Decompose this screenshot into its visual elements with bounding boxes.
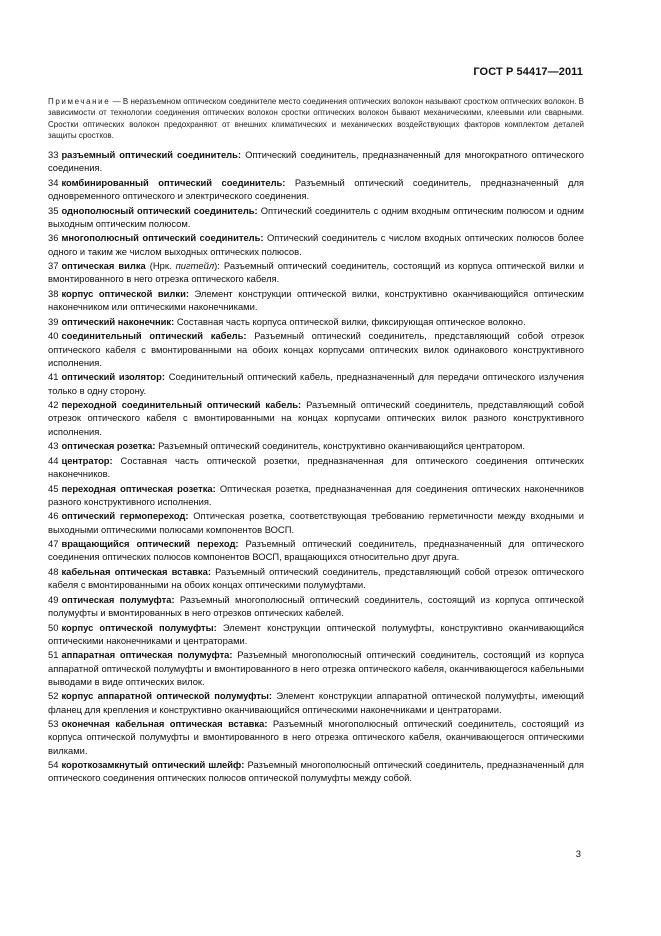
term-definition: Разъемный многополюсный оптический соединитель, состоящий из корпуса оптической полумуфты и вмонтированных в него отрезков оптических кабелей. xyxy=(48,593,585,618)
term-number: 48 xyxy=(48,565,59,577)
term-title: оптический изолятор: xyxy=(61,371,166,383)
term-definition: Разъемный оптический соединитель, представляющий собой отрезок оптического кабеля с вмонтированными на обоих концах корпусами оптических вилок одинакового конструктивного исполнения. xyxy=(48,330,585,368)
term-definition: ): Разъемный оптический соединитель, состоящий из корпуса оптической вилки и вмонтированного в него отрезка оптического кабеля. xyxy=(48,260,584,285)
term-number: 34 xyxy=(48,176,59,188)
term-title: однополюсный оптический соединитель: xyxy=(61,204,258,216)
term-title: соединительный оптический кабель: xyxy=(61,330,247,342)
term-title: корпус оптической вилки: xyxy=(61,287,189,299)
term-note-prefix: (Нрк. xyxy=(145,260,176,272)
term-title: короткозамкнутый оптический шлейф: xyxy=(61,759,245,771)
term-entry xyxy=(48,148,584,174)
term-definition: Разъемный оптический соединитель, представляющий собой отрезок оптического кабеля с вмонтированными на концах корпусами оптических вилок разного конструктивного исполнения. xyxy=(48,399,585,437)
note-paragraph xyxy=(48,96,584,142)
term-entry xyxy=(48,231,584,257)
page-number: 3 xyxy=(575,848,581,859)
term-definition: Элемент конструкции аппаратной оптической полумуфты, имеющий фланец для крепления и конструктивно оканчивающийся оптическими наконечниками и центраторами. xyxy=(48,690,584,715)
term-title: корпус аппаратной оптической полумуфты: xyxy=(61,690,273,702)
term-entry xyxy=(48,482,584,508)
term-entry xyxy=(48,537,584,563)
term-number: 54 xyxy=(48,759,59,771)
term-entry xyxy=(48,758,584,784)
term-definition: Составная часть корпуса оптической вилки, фиксирующая оптическое волокно. xyxy=(174,315,526,327)
term-title: аппаратная оптическая полумуфта: xyxy=(61,649,233,661)
term-title: корпус оптической полумуфты: xyxy=(61,621,217,633)
note-text: — В неразъемном оптическом соединителе место соединения оптических волокон называют сростком оптических волокон. В зависимости от технологии соединения оптических волокон сростки оптических волокон бывают механическими, клеевыми или сварными. Сростки оптических волокон предохраняют от внешних климатических и механических воздействующих факторов комплектом деталей защиты сростков. xyxy=(48,97,584,141)
term-number: 52 xyxy=(48,690,59,702)
term-title: разъемный оптический соединитель: xyxy=(61,149,241,160)
term-definition: Оптический соединитель, предназначенный для многократного оптического соединения. xyxy=(48,149,584,174)
term-number: 37 xyxy=(48,260,59,272)
term-entry xyxy=(48,454,584,480)
term-entry xyxy=(48,176,584,202)
term-definition: Разъемный многополюсный оптический соединитель, состоящий из корпуса аппаратной оптической полумуфты и вмонтированного в него отрезка оптического кабеля, оканчивающегося кабельными выводами в виде оптических вилок. xyxy=(48,649,584,687)
term-entry xyxy=(48,593,584,619)
term-entry xyxy=(48,259,584,285)
term-number: 40 xyxy=(48,330,59,342)
term-number: 53 xyxy=(48,718,59,730)
note-label: Примечание xyxy=(48,97,111,106)
term-definition: Оптическая розетка, предназначенная для соединения оптических наконечников разного конструктивного исполнения. xyxy=(48,482,584,507)
term-number: 49 xyxy=(48,593,59,605)
term-number: 33 xyxy=(48,149,59,160)
term-number: 51 xyxy=(48,649,59,661)
term-number: 43 xyxy=(48,440,59,452)
term-entry xyxy=(48,689,584,715)
term-definition: Разъемный оптический соединитель, представляющий собой отрезок оптического кабеля с вмонтированными на обоих концах оптическими полумуфтами. xyxy=(48,565,584,591)
term-definition: Разъемный многополюсный оптический соединитель, предназначенный для оптического соединения оптических полюсов оптической полумуфты между собой. xyxy=(48,759,585,784)
term-entry xyxy=(48,204,584,230)
term-title: оптическая полумуфта: xyxy=(61,593,175,605)
term-definition: Составная часть оптической розетки, предназначенная для оптического соединения оптических наконечников. xyxy=(48,454,584,479)
term-title: центратор: xyxy=(61,454,113,466)
term-entry xyxy=(48,287,584,313)
term-definition: Элемент конструкции оптической полумуфты, конструктивно оканчивающийся оптическими наконечниками и центраторами. xyxy=(48,621,584,646)
term-entry xyxy=(48,439,584,452)
term-number: 35 xyxy=(48,204,59,216)
term-title: переходная оптическая розетка: xyxy=(61,482,216,494)
term-entry xyxy=(48,717,584,757)
term-title: оконечная кабельная оптическая вставка: xyxy=(61,718,268,730)
term-title: оптическая вилка xyxy=(61,260,146,272)
term-definition: Разъемный оптический соединитель, предназначенный для оптического соединения оптических полюсов компонентов ВОСП, вращающихся относительно друг друга. xyxy=(48,538,585,563)
term-definition: Соединительный оптический кабель, предназначенный для передачи оптического излучения только в одну сторону. xyxy=(48,371,584,396)
term-deprecated-synonym: пигтейл xyxy=(175,260,215,272)
term-number: 47 xyxy=(48,538,59,550)
term-entry xyxy=(48,370,584,396)
term-title: многополюсный оптический соединитель: xyxy=(61,232,264,244)
term-entry xyxy=(48,621,584,647)
term-number: 36 xyxy=(48,232,59,244)
term-entry xyxy=(48,315,584,328)
term-number: 44 xyxy=(48,454,59,466)
term-definition: Оптическая розетка, соответствующая требованию герметичности между входными и выходными оптическими полюсами компонентов ВОСП. xyxy=(48,510,584,535)
term-entry xyxy=(48,509,584,535)
term-number: 38 xyxy=(48,287,59,299)
term-entry xyxy=(48,329,584,369)
term-number: 41 xyxy=(48,371,59,383)
term-title: кабельная оптическая вставка: xyxy=(61,565,211,577)
term-number: 42 xyxy=(48,399,59,411)
term-number: 45 xyxy=(48,482,59,494)
term-definition: Разъемный оптический соединитель, конструктивно оканчивающийся центратором. xyxy=(155,440,525,452)
term-number: 46 xyxy=(48,510,59,522)
term-title: комбинированный оптический соединитель: xyxy=(61,176,286,188)
term-title: переходной соединительный оптический кабель: xyxy=(61,399,302,411)
term-definition: Разъемный многополюсный оптический соединитель, состоящий из корпуса оптической полумуфты и вмонтированного в него отрезка оптического кабеля, оканчивающегося оптическими вилками. xyxy=(48,718,584,756)
term-definition: Оптический соединитель с одним входным оптическим полюсом и одним выходным оптическим полюсом. xyxy=(48,204,584,229)
document-standard-header: ГОСТ Р 54417—2011 xyxy=(473,66,583,78)
term-number: 39 xyxy=(48,315,59,327)
term-entry xyxy=(48,565,584,591)
terms-list xyxy=(48,148,584,786)
term-title: вращающийся оптический переход: xyxy=(61,538,239,550)
term-entry xyxy=(48,648,584,688)
term-title: оптический гермопереход: xyxy=(61,510,189,522)
term-entry xyxy=(48,398,584,438)
term-definition: Разъемный оптический соединитель, предназначенный для одновременного оптического и электрического соединения. xyxy=(48,176,584,201)
term-definition: Элемент конструкции оптической вилки, конструктивно оканчивающийся оптическим наконечником или оптическими наконечниками. xyxy=(48,287,584,313)
term-number: 50 xyxy=(48,621,59,633)
term-definition: Оптический соединитель с числом входных оптических полюсов более одного и таким же числом выходных оптических полюсов. xyxy=(48,232,584,257)
term-title: оптический наконечник: xyxy=(61,315,175,327)
term-title: оптическая розетка: xyxy=(61,440,156,452)
